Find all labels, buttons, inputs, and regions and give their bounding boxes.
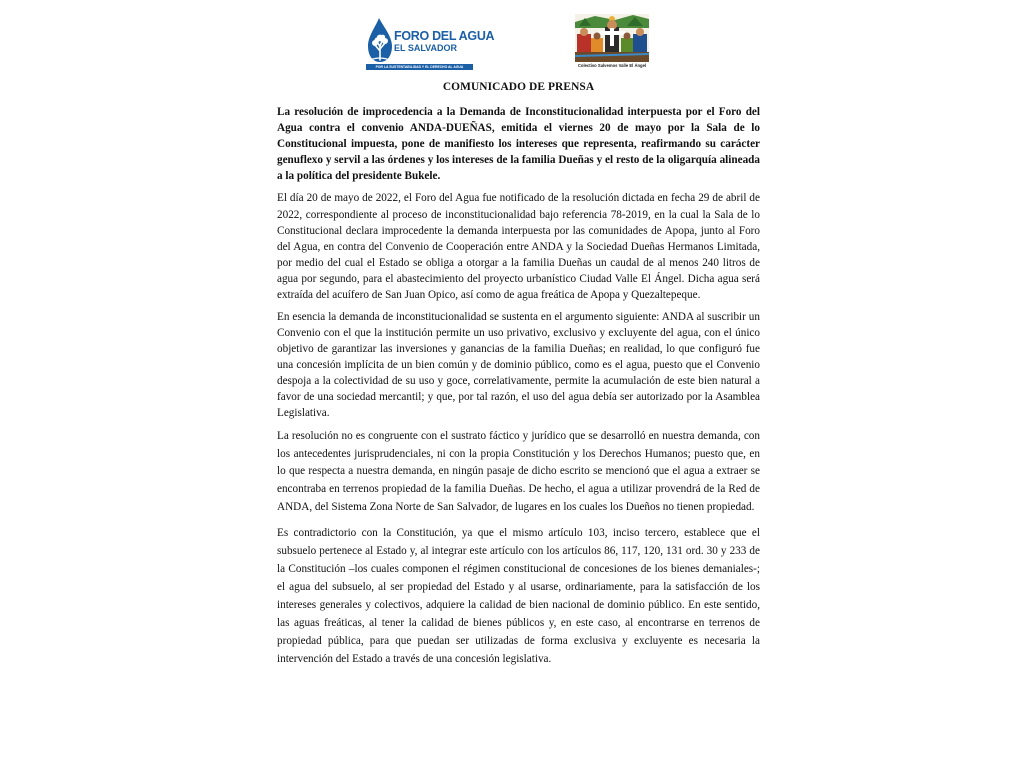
body-paragraph-1: El día 20 de mayo de 2022, el Foro del Agua fue notificado de la resolución dictada en fecha 29 de abril de 2022, correspondiente al proceso de inconstitucionalidad bajo referencia 78-2019, en la cual la Sala de lo Constitucional declara improcedente la demanda interpuesta por las comunidades de Apopa, junto al Foro del Agua, en contra del Convenio de Cooperación entre ANDA y la Sociedad Dueñas Hermanos Limitada, por medio del cual el Estado se obliga a otorgar a la familia Dueñas un caudal de al menos 240 litros de agua por segundo, para el abastecimiento del proyecto urbanístico Ciudad Valle El Ángel. Dicha agua será extraída del acuífero de San Juan Opico, así como de agua freática de Apopa y Quezaltepeque. — [277, 192, 760, 301]
colectivo-mural-icon — [575, 14, 649, 64]
colectivo-logo-caption: Colectivo Salvemos Valle El Ángel — [577, 63, 647, 68]
foro-logo-wordmark — [394, 30, 494, 53]
colectivo-valle-el-angel-logo — [575, 14, 649, 72]
body-paragraph-3: La resolución no es congruente con el sustrato fáctico y jurídico que se desarrolló en nuestra demanda, con los antecedentes jurisprudenciales, ni con la propia Constitución y los Derechos Humanos; puesto que, en lo que respecta a nuestra demanda, en ningún pasaje de dicho escrito se mencionó que el agua a extraer se encontraba en terrenos propiedad de la familia Dueñas. De hecho, el agua a utilizar provendrá de la Red de ANDA, del Sistema Zona Norte de San Salvador, de lugares en los cuales los Dueños no tienen propiedad. — [277, 430, 760, 513]
body-paragraph-2: En esencia la demanda de inconstitucionalidad se sustenta en el argumento siguiente: ANDA al suscribir un Convenio con el que la institución permite un uso privativo, exclusivo y excluyente del agua, con el único objetivo de garantizar las inversiones y ganancias de la familia Dueñas; en realidad, lo que configuró fue una concesión implícita de un bien común y de dominio público, como es el agua, puesto que el Convenio despoja a la colectividad de su uso y goce, correlativamente, permite la acumulación de este bien natural a favor de una sociedad mercantil; y que, por tal razón, el uso del agua debía ser autorizado por la Asamblea Legislativa. — [277, 310, 760, 420]
header-logos — [277, 14, 760, 74]
body-paragraph-4: Es contradictorio con la Constitución, ya que el mismo artículo 103, inciso tercero, establece que el subsuelo pertenece al Estado y, al integrar este artículo con los artículos 86, 117, 120, 131 ord. 30 y 233 de la Constitución –los cuales componen el régimen constitucional de concesiones de los bienes demaniales-; el agua del subsuelo, al ser propiedad del Estado y al usarse, ordinariamente, para la satisfacción de los intereses generales y colectivos, adquiere la calidad de bien nacional de dominio público. En este sentido, las aguas freáticas, al tener la calidad de bienes públicos y, en este caso, al encontrarse en terrenos de propiedad pública, para que puedan ser utilizadas de forma exclusiva y excluyente es necesaria la intervención del Estado a través de una concesión legislativa. — [277, 527, 760, 666]
foro-logo-tagline: POR LA SUSTENTABILIDAD Y EL DERECHO AL AGUA — [366, 64, 473, 70]
foro-logo-name: FORO DEL AGUA — [394, 29, 495, 43]
press-release-page — [277, 14, 760, 668]
foro-del-agua-logo — [366, 16, 495, 72]
document-title: COMUNICADO DE PRENSA — [442, 81, 595, 93]
lead-paragraph: La resolución de improcedencia a la Demanda de Inconstitucionalidad interpuesta por el Foro del Agua contra el convenio ANDA-DUEÑAS, emitida el viernes 20 de mayo por la Sala de lo Constitucional impuesta, pone de manifiesto los intereses que representa, reafirmando su carácter genuflexo y servil a las órdenes y los intereses de la familia Dueñas y el resto de la oligarquía alineada a la política del presidente Bukele. — [277, 106, 760, 183]
foro-logo-subtitle: EL SALVADOR — [394, 42, 458, 53]
